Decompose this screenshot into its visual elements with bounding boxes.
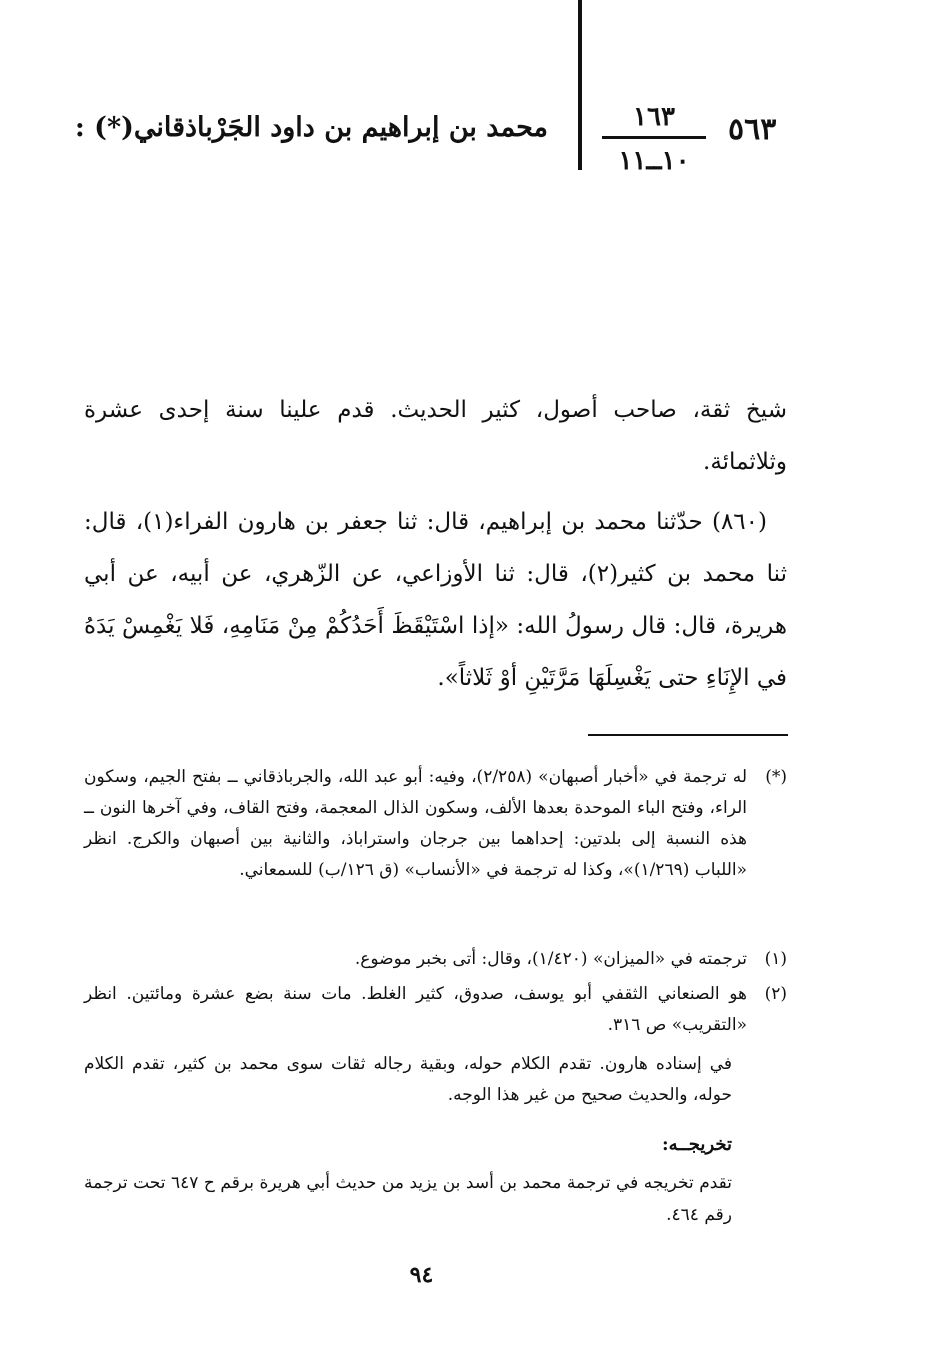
biography-text: شيخ ثقة، صاحب أصول، كثير الحديث. قدم علينا سنة إحدى عشرة وثلاثمائة.: [84, 397, 787, 475]
isnad-commentary: في إسناده هارون. تقدم الكلام حوله، وبقية رجاله ثقات سوى محمد بن كثير، تقدم الكلام حوله، والحديث صحيح من غير هذا الوجه.: [84, 1054, 732, 1105]
footnote-text: هو الصنعاني الثقفي أبو يوسف، صدوق، كثير الغلط. مات سنة بضع عشرة ومائتين. انظر «التقريب» ص ٣١٦.: [84, 984, 747, 1035]
footnote-marker: (١): [764, 949, 787, 969]
biography-paragraph: [84, 384, 787, 488]
footnote-1: [84, 944, 787, 975]
takhrij-text: تقدم تخريجه في ترجمة محمد بن أسد بن يزيد من حديث أبي هريرة برقم ح ٦٤٧ تحت ترجمة رقم ٤٦٤.: [84, 1173, 732, 1225]
footnote-star: [84, 762, 787, 886]
fraction-bar: [602, 136, 706, 139]
page-number: ٩٤: [409, 1262, 434, 1288]
header-vertical-rule: [578, 0, 582, 170]
footnote-text: له ترجمة في «أخبار أصبهان» (٢/٢٥٨)، وفيه: أبو عبد الله، والجرباذقاني ــ بفتح الجيم، وسكون الراء، وفتح الباء الموحدة بعدها الألف، وسكون الذال المعجمة، وفتح القاف، وفي آخرها النون ــ هذه النسبة إلى بلدتين: إحداهما بين جرجان واستراباذ، والثانية بين أصبهان والكرج. انظر «اللباب (١/٢٦٩)»، وكذا له ترجمة في «الأنساب» (ق ١٢٦/ب) للسمعاني.: [84, 767, 748, 880]
fraction-bottom: ١٠ــ١١: [618, 146, 690, 176]
entry-reference-fraction: [602, 100, 706, 177]
footnote-marker: (*): [765, 767, 787, 787]
footnote-separator: [588, 734, 788, 736]
footnote-text: ترجمته في «الميزان» (١/٤٢٠)، وقال: أتى بخبر موضوع.: [354, 949, 747, 969]
footnote-2: [84, 979, 787, 1041]
takhrij-heading: تخريجــه:: [661, 1134, 732, 1155]
entry-number: ٥٦٣: [728, 112, 777, 147]
hadith-paragraph: [84, 496, 787, 704]
footnote-marker: (٢): [764, 984, 787, 1004]
fraction-top: ١٦٣: [633, 102, 675, 132]
entry-title: محمد بن إبراهيم بن داود الجَرْباذقاني(*) :: [74, 112, 548, 143]
hadith-text: (٨٦٠) حدّثنا محمد بن إبراهيم، قال: ثنا جعفر بن هارون الفراء(١)، قال: ثنا محمد بن كثير(٢)، قال: ثنا الأوزاعي، عن الزّهري، عن أبيه، عن أبي هريرة، قال: قال رسولُ الله: «إذا اسْتَيْقَظَ أَحَدُكُمْ مِنْ مَنَامِهِ، فَلا يَغْمِسْ يَدَهُ في الإِنَاءِ حتى يَغْسِلَهَا مَرَّتَيْنِ أوْ ثَلاثاً».: [84, 509, 787, 691]
